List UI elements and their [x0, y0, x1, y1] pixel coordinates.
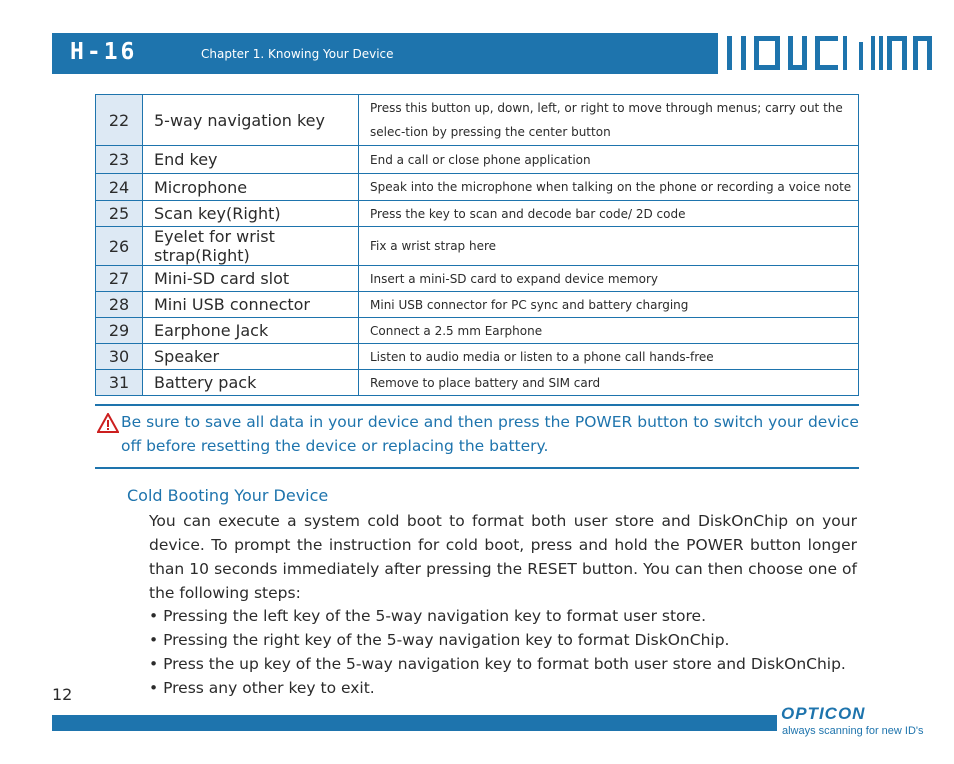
component-description: Press this button up, down, left, or right to move through menus; carry out the selec-tion by pressing the center button — [359, 95, 859, 146]
warning-top-rule — [95, 404, 859, 406]
row-number: 27 — [96, 266, 143, 292]
row-number: 28 — [96, 292, 143, 318]
table-row — [96, 292, 859, 318]
table-row — [96, 318, 859, 344]
component-description: End a call or close phone application — [359, 146, 859, 174]
page-number: 12 — [52, 685, 73, 704]
component-name: End key — [143, 146, 359, 174]
warning-triangle-icon — [97, 413, 119, 433]
table-row — [96, 370, 859, 396]
chapter-title: Chapter 1. Knowing Your Device — [201, 47, 394, 61]
component-description: Mini USB connector for PC sync and battery charging — [359, 292, 859, 318]
table-row — [96, 344, 859, 370]
component-table — [95, 94, 859, 396]
row-number: 24 — [96, 174, 143, 201]
component-description: Connect a 2.5 mm Earphone — [359, 318, 859, 344]
list-item: • Pressing the left key of the 5-way navigation key to format user store. — [149, 604, 846, 628]
component-description: Fix a wrist strap here — [359, 227, 859, 266]
table-row — [96, 227, 859, 266]
component-name: Mini-SD card slot — [143, 266, 359, 292]
list-item: • Pressing the right key of the 5-way navigation key to format DiskOnChip. — [149, 628, 846, 652]
component-name: Speaker — [143, 344, 359, 370]
table-row — [96, 146, 859, 174]
brand-tagline: always scanning for new ID's — [782, 725, 924, 737]
opticon-logo: OPTICON — [781, 704, 866, 723]
model-title: H-16 — [70, 39, 138, 65]
warning-note: Be sure to save all data in your device and then press the POWER button to switch your device off before resetting the device or replacing the battery. — [121, 413, 859, 455]
component-name: Scan key(Right) — [143, 201, 359, 227]
component-name: 5-way navigation key — [143, 95, 359, 146]
row-number: 29 — [96, 318, 143, 344]
row-number: 22 — [96, 95, 143, 146]
component-name: Microphone — [143, 174, 359, 201]
row-number: 30 — [96, 344, 143, 370]
row-number: 26 — [96, 227, 143, 266]
step-list — [149, 604, 846, 700]
component-description: Insert a mini-SD card to expand device memory — [359, 266, 859, 292]
section-heading: Cold Booting Your Device — [127, 486, 329, 505]
list-item: • Press the up key of the 5-way navigation key to format both user store and DiskOnChip. — [149, 652, 846, 676]
component-name: Battery pack — [143, 370, 359, 396]
component-description: Listen to audio media or listen to a phone call hands-free — [359, 344, 859, 370]
barcode-decoration-icon — [727, 36, 935, 70]
warning-bottom-rule — [95, 467, 859, 469]
component-description: Remove to place battery and SIM card — [359, 370, 859, 396]
row-number: 23 — [96, 146, 143, 174]
body-paragraph: You can execute a system cold boot to format both user store and DiskOnChip on your device. To prompt the instruction for cold boot, press and hold the POWER button longer than 10 seconds immediately after pressing the RESET button. You can then choose one of the following steps: — [149, 512, 857, 602]
component-name: Eyelet for wrist strap(Right) — [143, 227, 359, 266]
table-row — [96, 95, 859, 146]
table-row — [96, 266, 859, 292]
component-name: Earphone Jack — [143, 318, 359, 344]
table-row — [96, 174, 859, 201]
row-number: 25 — [96, 201, 143, 227]
list-item: • Press any other key to exit. — [149, 676, 846, 700]
footer-bar — [52, 715, 777, 731]
component-description: Press the key to scan and decode bar code/ 2D code — [359, 201, 859, 227]
component-description: Speak into the microphone when talking on the phone or recording a voice note — [359, 174, 859, 201]
table-row — [96, 201, 859, 227]
row-number: 31 — [96, 370, 143, 396]
header-bar — [52, 33, 718, 74]
component-name: Mini USB connector — [143, 292, 359, 318]
